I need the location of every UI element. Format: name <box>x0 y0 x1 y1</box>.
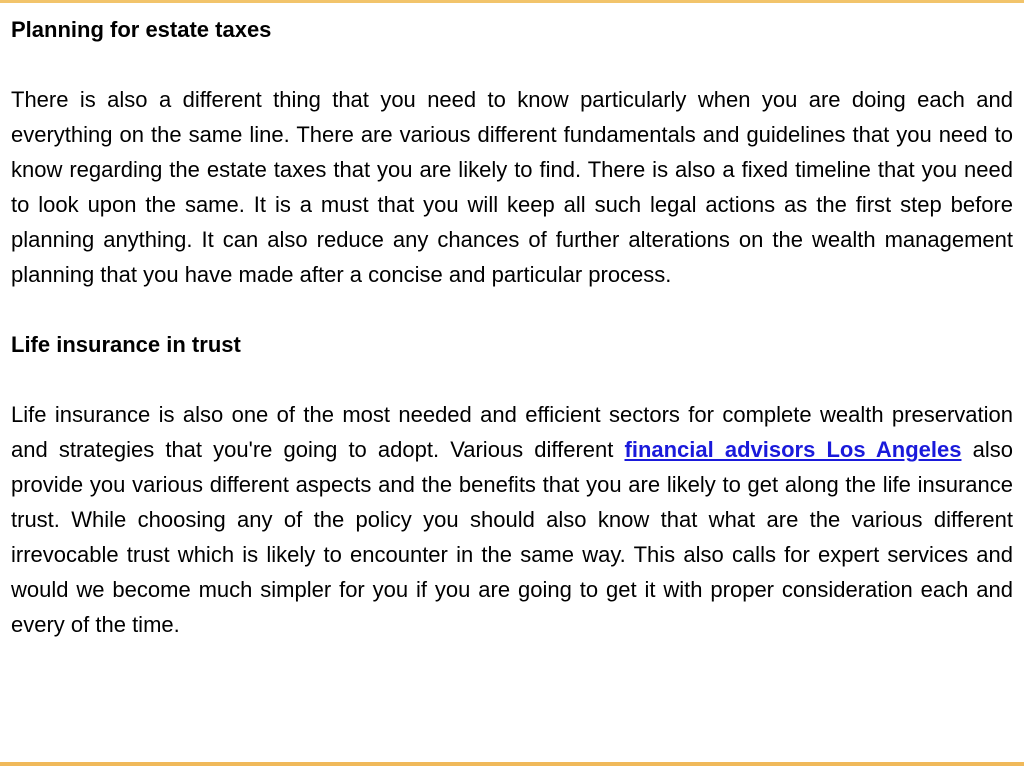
spacer <box>11 292 1013 327</box>
top-accent-rule <box>0 0 1024 3</box>
spacer <box>11 47 1013 82</box>
section-heading-life-insurance: Life insurance in trust <box>11 332 241 357</box>
financial-advisors-link[interactable]: financial advisors Los Angeles <box>624 437 962 462</box>
section-heading-estate-taxes: Planning for estate taxes <box>11 17 272 42</box>
paragraph-text-after-link: also provide you various different aspects and the benefits that you are likely to get along the life insurance trust. While choosing any of the policy you should also know that what are the various different irrevocable trust which is likely to encounter in the same way. This also calls for expert services and would we become much simpler for you if you are going to get it with proper consideration each and every of the time. <box>11 437 1013 637</box>
paragraph-text-before-link: Life insurance is also one of the most needed and efficient sectors for complete wealth preservation and strategies that you're going to adopt. Various different <box>11 402 1013 462</box>
spacer <box>11 362 1013 397</box>
document-content <box>11 12 1013 642</box>
paragraph-estate-taxes: There is also a different thing that you need to know particularly when you are doing each and everything on the same line. There are various different fundamentals and guidelines that you need to know regarding the estate taxes that you are likely to find. There is also a fixed timeline that you need to look upon the same. It is a must that you will keep all such legal actions as the first step before planning anything. It can also reduce any chances of further alterations on the wealth management planning that you have made after a concise and particular process. <box>11 87 1013 287</box>
bottom-accent-rule <box>0 762 1024 766</box>
paragraph-life-insurance <box>11 397 1013 642</box>
